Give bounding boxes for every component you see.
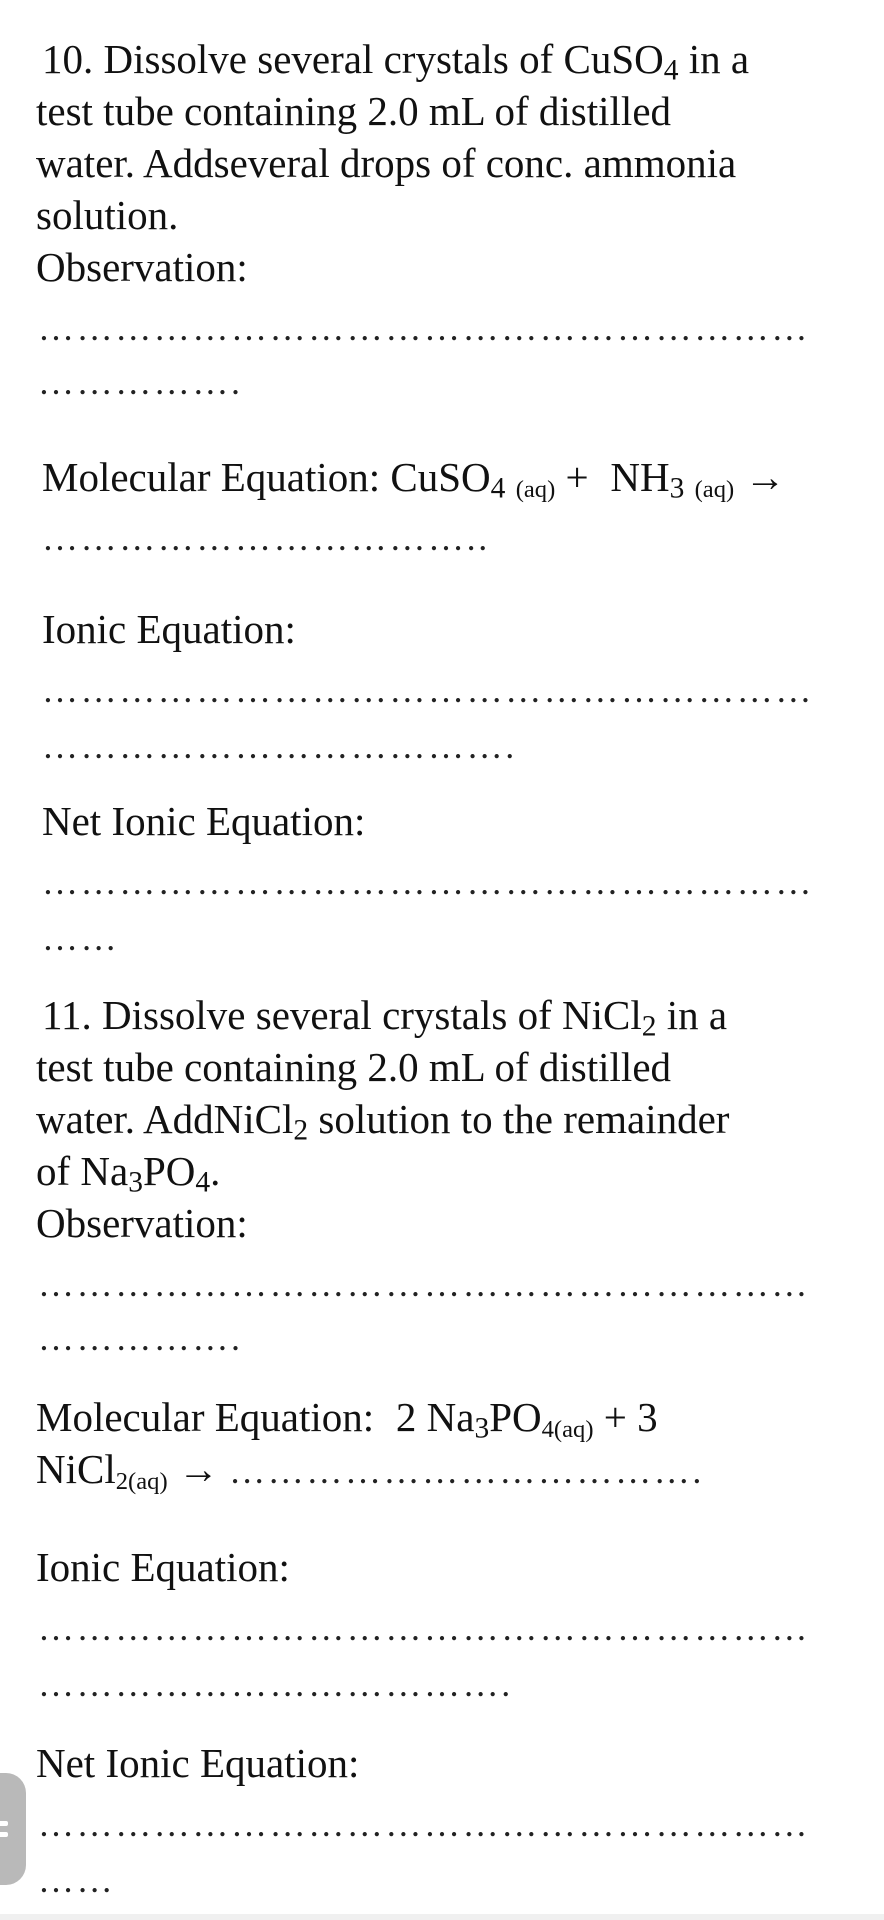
q10-molecular-equation: Molecular Equation: CuSO$_4$ $_{(aq)} + NH_3$ $_{(aq)}$ → bbox=[42, 454, 786, 505]
q11-number: 11. bbox=[42, 992, 92, 1038]
bottom-edge bbox=[0, 1914, 884, 1920]
q10-observation-answer-line-2: ……………. bbox=[38, 362, 243, 402]
q10-net-ionic-label: Net Ionic Equation: bbox=[42, 798, 366, 844]
q10-line-1: 10. Dissolve several crystals of CuSO$_4$ in a bbox=[42, 36, 750, 87]
q10-ionic-answer-line-1: …………………………………………………… bbox=[42, 670, 814, 710]
q11-net-ionic-label: Net Ionic Equation: bbox=[36, 1740, 360, 1786]
q10-molecular-answer-line: …………………………….. bbox=[42, 518, 490, 558]
q11-line-3: water. AddNiCl$_2$ solution to the remainder bbox=[36, 1096, 730, 1147]
handle-grip-icon bbox=[0, 1821, 8, 1826]
q11-line-1-text: Dissolve several crystals of NiCl bbox=[101, 992, 642, 1038]
q11-ionic-answer-line-1: …………………………………………………… bbox=[38, 1608, 810, 1648]
q11-observation-answer-line-2: ……………. bbox=[38, 1318, 243, 1358]
q11-ionic-label: Ionic Equation: bbox=[36, 1544, 290, 1590]
q10-net-ionic-answer-line-1: …………………………………………………… bbox=[42, 862, 814, 902]
q11-molecular-answer-line: ………………………………. bbox=[229, 1451, 704, 1491]
q11-molecular-equation-line-1: Molecular Equation: 2 $Na_3PO_{4(aq)} + 3$ bbox=[36, 1394, 658, 1445]
q11-line-4: of $Na_3PO_4$. bbox=[36, 1148, 221, 1199]
q10-ionic-answer-line-2: ………………………………. bbox=[42, 726, 517, 766]
q11-observation-label: Observation: bbox=[36, 1200, 248, 1246]
q10-observation-label: Observation: bbox=[36, 244, 248, 290]
q10-observation-answer-line-1: …………………………………………………… bbox=[38, 308, 810, 348]
q10-line-2: test tube containing 2.0 mL of distilled bbox=[36, 88, 672, 134]
q10-line-4: solution. bbox=[36, 192, 179, 238]
q11-line-2: test tube containing 2.0 mL of distilled bbox=[36, 1044, 672, 1090]
q11-line-1: 11. Dissolve several crystals of NiCl$_2$ in a bbox=[42, 992, 728, 1043]
side-drag-handle[interactable] bbox=[0, 1773, 26, 1885]
q10-number: 10. bbox=[42, 36, 94, 82]
q10-ionic-label: Ionic Equation: bbox=[42, 606, 296, 652]
q11-net-ionic-answer-line-2: …… bbox=[38, 1860, 116, 1900]
q11-molecular-label: Molecular Equation: bbox=[36, 1394, 375, 1440]
q10-net-ionic-answer-line-2: …… bbox=[42, 918, 120, 958]
q11-reaction-arrow: → bbox=[177, 1446, 219, 1492]
q11-molecular-equation-line-2: NiCl$_{2(aq)}$ → ………………………………. bbox=[36, 1446, 704, 1496]
q10-reaction-arrow: → bbox=[744, 454, 786, 500]
q10-molecular-label: Molecular Equation: CuSO bbox=[42, 454, 491, 500]
q10-line-1-text: Dissolve several crystals of CuSO bbox=[103, 36, 664, 82]
q11-observation-answer-line-1: …………………………………………………… bbox=[38, 1264, 810, 1304]
q11-ionic-answer-line-2: ………………………………. bbox=[38, 1664, 513, 1704]
q11-net-ionic-answer-line-1: …………………………………………………… bbox=[38, 1804, 810, 1844]
q10-line-3: water. Addseveral drops of conc. ammonia bbox=[36, 140, 737, 186]
